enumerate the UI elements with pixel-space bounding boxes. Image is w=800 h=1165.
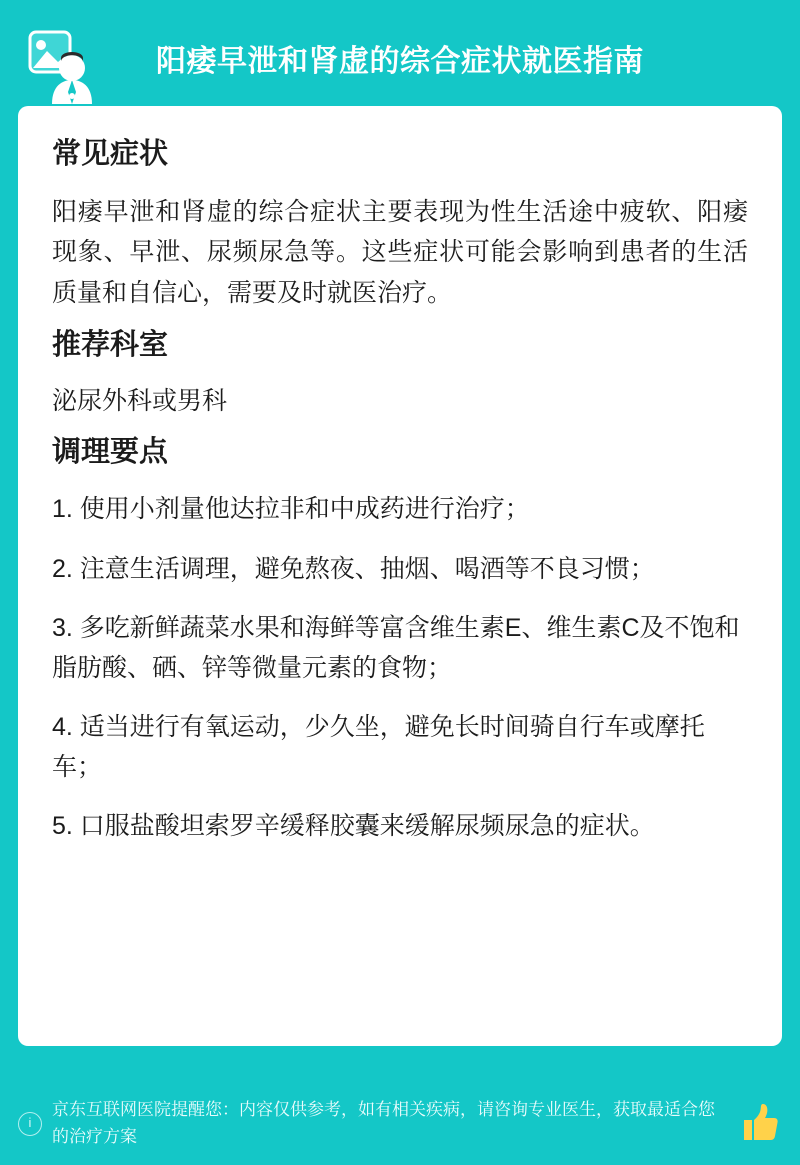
- section-title-care-points: 调理要点: [52, 436, 169, 469]
- list-item: 5. 口服盐酸坦索罗辛缓释胶囊来缓解尿频尿急的症状。: [52, 812, 655, 841]
- page-title: 阳痿早泄和肾虚的综合症状就医指南: [156, 45, 644, 78]
- info-icon: i: [18, 1112, 42, 1136]
- section-title-department: 推荐科室: [52, 329, 169, 362]
- list-item: 2. 注意生活调理，避免熬夜、抽烟、喝酒等不良习惯；: [52, 554, 655, 583]
- section-body-symptoms: 阳痿早泄和肾虚的综合症状主要表现为性生活途中疲软、阳痿现象、早泄、尿频尿急等。这些症状可能会影响到患者的生活质量和自信心，需要及时就医治疗。: [52, 197, 748, 307]
- section-body-department: 泌尿外科或男科: [52, 386, 228, 415]
- list-item: 4. 适当进行有氧运动，少久坐，避免长时间骑自行车或摩托车；: [52, 713, 705, 781]
- list-item: 3. 多吃新鲜蔬菜水果和海鲜等富含维生素E、维生素C及不饱和脂肪酸、硒、锌等微量元素的食物；: [52, 614, 740, 682]
- footer-disclaimer: [18, 1096, 782, 1151]
- section-title-symptoms: 常见症状: [52, 138, 169, 170]
- doctor-avatar-icon: [28, 26, 102, 104]
- page-header: [18, 22, 782, 94]
- thumbs-up-icon[interactable]: [736, 1100, 782, 1146]
- footer-text: 京东互联网医院提醒您：内容仅供参考，如有相关疾病，请咨询专业医生，获取最适合您的治疗方案: [52, 1099, 715, 1147]
- content-card: [18, 106, 782, 1046]
- list-item: 1. 使用小剂量他达拉非和中成药进行治疗；: [52, 495, 530, 524]
- care-points-list: [52, 490, 748, 847]
